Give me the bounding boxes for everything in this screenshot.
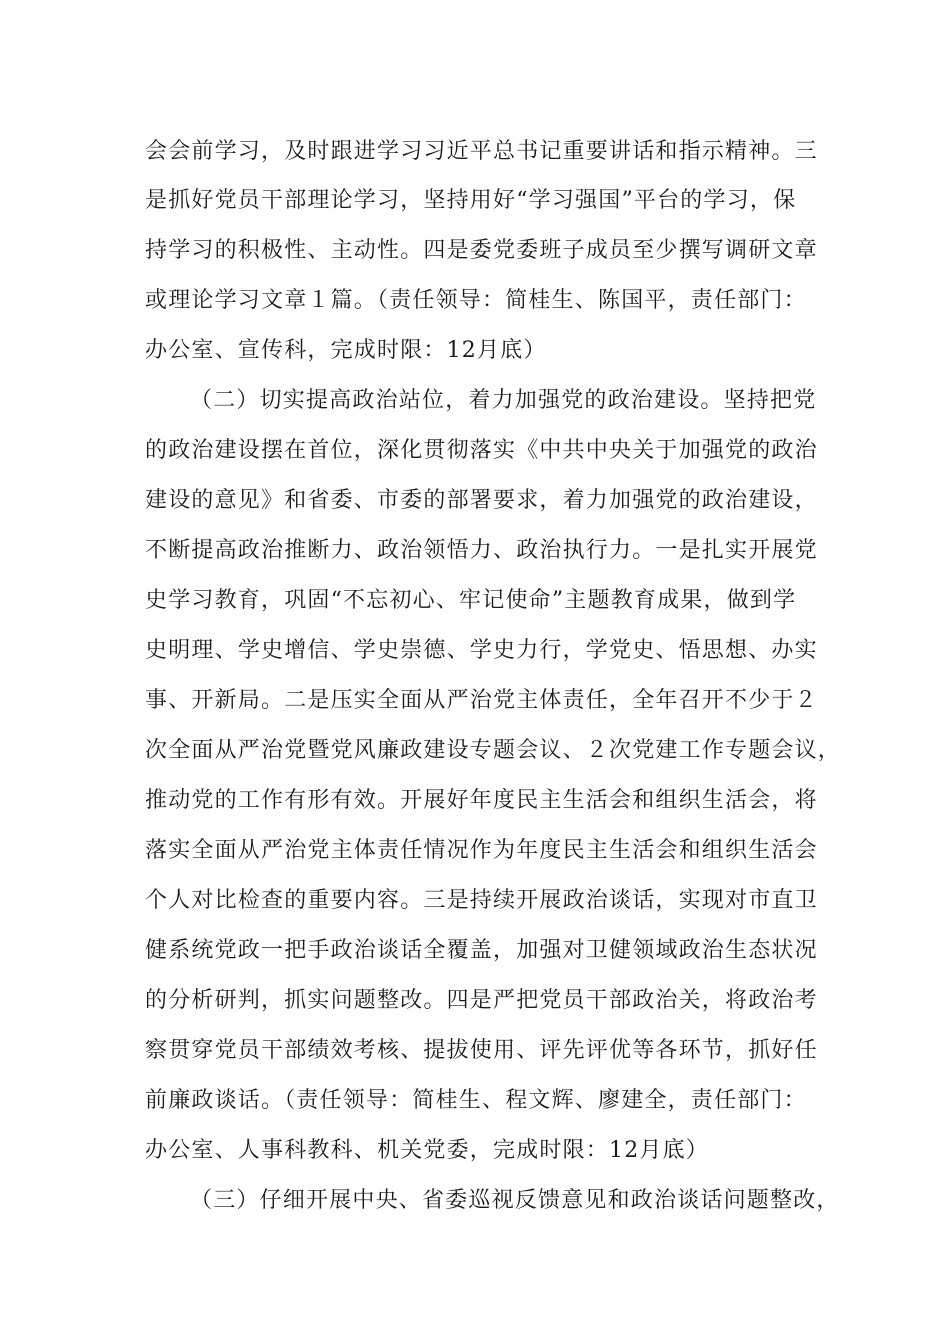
text-line: 史学习教育，巩固“不忘初心、牢记使命”主题教育成果，做到学 <box>145 588 797 613</box>
text-line: 的政治建设摆在首位，深化贯彻落实《中共中央关于加强党的政治 <box>145 438 818 463</box>
text-line: 是抓好党员干部理论学习，坚持用好“学习强国”平台的学习，保 <box>145 188 797 213</box>
text-line: 不断提高政治推断力、政治领悟力、政治执行力。一是扎实开展党 <box>145 538 818 563</box>
text-line: 持学习的积极性、主动性。四是委党委班子成员至少撰写调研文章 <box>145 238 818 263</box>
text-line: 健系统党政一把手政治谈话全覆盖，加强对卫健领域政治生态状况 <box>145 938 818 963</box>
text-line: 次全面从严治党暨党风廉政建设专题会议、２次党建工作专题会议， <box>145 738 842 763</box>
text-line: 会会前学习，及时跟进学习习近平总书记重要讲话和指示精神。三 <box>145 139 818 164</box>
text-line: 建设的意见》和省委、市委的部署要求，着力加强党的政治建设， <box>145 488 818 513</box>
text-line: 史明理、学史增信、学史崇德、学史力行，学党史、悟思想、办实 <box>145 638 818 663</box>
text-line: 察贯穿党员干部绩效考核、提拔使用、评先评优等各环节，抓好任 <box>145 1038 818 1063</box>
text-line: 的分析研判，抓实问题整改。四是严把党员干部政治关，将政治考 <box>145 988 818 1013</box>
text-line: 推动党的工作有形有效。开展好年度民主生活会和组织生活会，将 <box>145 788 818 813</box>
text-line: 个人对比检查的重要内容。三是持续开展政治谈话，实现对市直卫 <box>145 888 818 913</box>
text-line: 事、开新局。二是压实全面从严治党主体责任，全年召开不少于２ <box>145 688 818 713</box>
text-line: 前廉政谈话。（责任领导：简桂生、程文辉、廖建全，责任部门： <box>145 1088 807 1113</box>
text-line: 办公室、宣传科，完成时限：12月底） <box>145 338 547 363</box>
section-heading-three: （三）仔细开展中央、省委巡视反馈意见和政治谈话问题整改， <box>190 1188 840 1213</box>
text-line: 或理论学习文章１篇。（责任领导：简桂生、陈国平，责任部门： <box>145 288 807 313</box>
section-heading-two: （二）切实提高政治站位，着力加强党的政治建设。坚持把党 <box>190 388 817 413</box>
text-line: 办公室、人事科教科、机关党委，完成时限：12月底） <box>145 1138 709 1163</box>
text-line: 落实全面从严治党主体责任情况作为年度民主生活会和组织生活会 <box>145 838 818 863</box>
